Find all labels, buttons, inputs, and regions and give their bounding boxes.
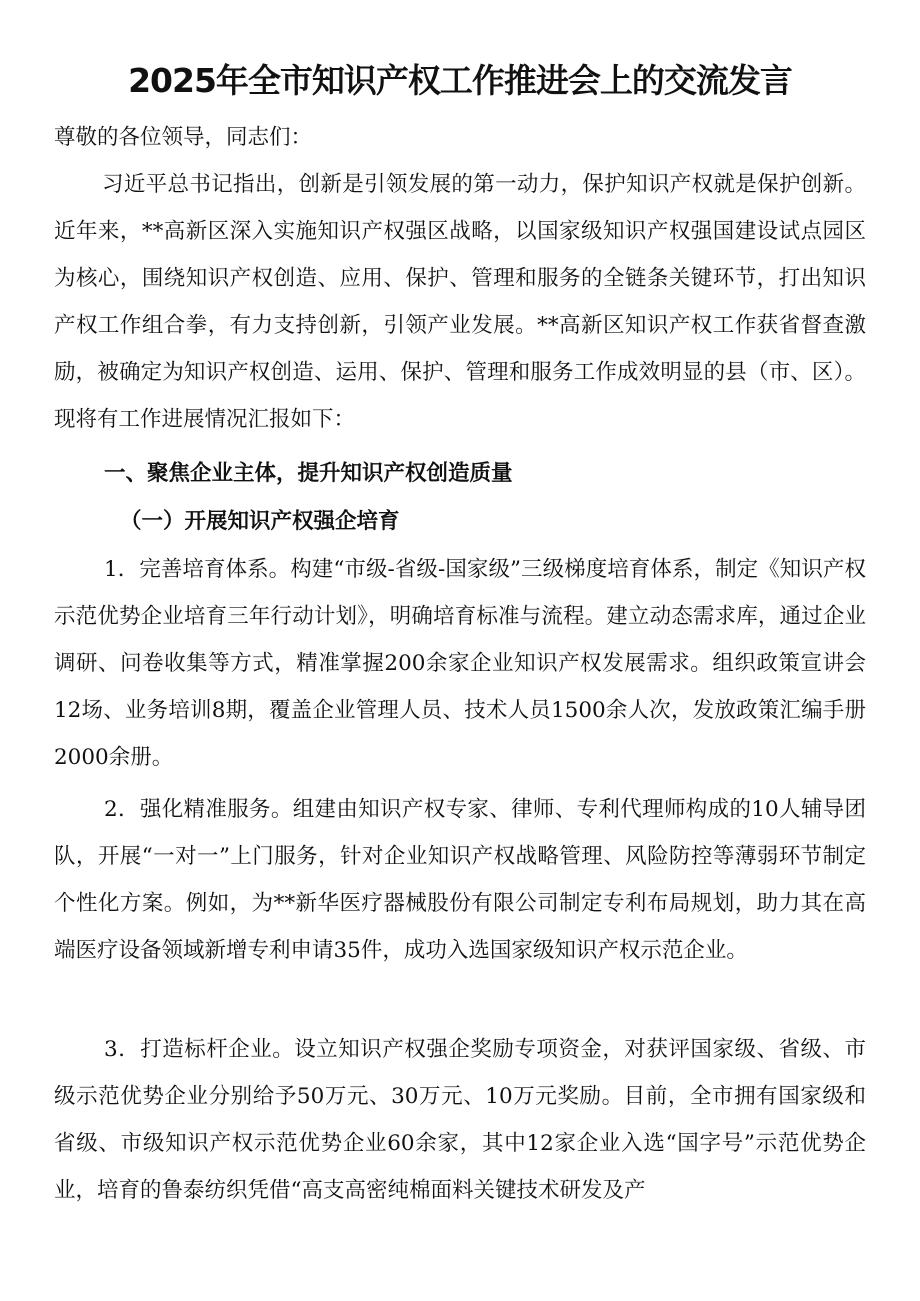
intro-paragraph: 习近平总书记指出，创新是引领发展的第一动力，保护知识产权就是保护创新。近年来，**高新区深入实施知识产权强区战略，以国家级知识产权强国建设试点园区为核心，围绕知识产权创造、应用、保护、管理和服务的全链条关键环节，打出知识产权工作组合拳，有力支持创新，引领产业发展。**高新区知识产权工作获省督查激励，被确定为知识产权创造、运用、保护、管理和服务工作成效明显的县（市、区）。现将有工作进展情况汇报如下：	[54, 172, 866, 432]
subsection-heading: （一）开展知识产权强企培育	[120, 509, 400, 534]
body-paragraph-2: 2．强化精准服务。组建由知识产权专家、律师、专利代理师构成的10人辅导团队，开展“一对一”上门服务，针对企业知识产权战略管理、风险防控等薄弱环节制定个性化方案。例如，为**新华医疗器械股份有限公司制定专利布局规划，助力其在高端医疗设备领域新增专利申请35件，成功入选国家级知识产权示范企业。	[54, 797, 866, 963]
body-paragraph-1: 1．完善培育体系。构建“市级-省级-国家级”三级梯度培育体系，制定《知识产权示范优势企业培育三年行动计划》，明确培育标准与流程。建立动态需求库，通过企业调研、问卷收集等方式，精准掌握200余家企业知识产权发展需求。组织政策宣讲会12场、业务培训8期，覆盖企业管理人员、技术人员1500余人次，发放政策汇编手册2000余册。	[54, 557, 866, 770]
document-title: 2025年全市知识产权工作推进会上的交流发言	[128, 61, 792, 100]
section-heading: 一、聚焦企业主体，提升知识产权创造质量	[104, 461, 513, 486]
body-paragraph-3: 3．打造标杆企业。设立知识产权强企奖励专项资金，对获评国家级、省级、市级示范优势企业分别给予50万元、30万元、10万元奖励。目前，全市拥有国家级和省级、市级知识产权示范优势企业60余家，其中12家企业入选“国字号”示范优势企业，培育的鲁泰纺织凭借“高支高密纯棉面料关键技术研发及产	[54, 1037, 866, 1203]
salutation: 尊敬的各位领导，同志们：	[54, 125, 313, 150]
